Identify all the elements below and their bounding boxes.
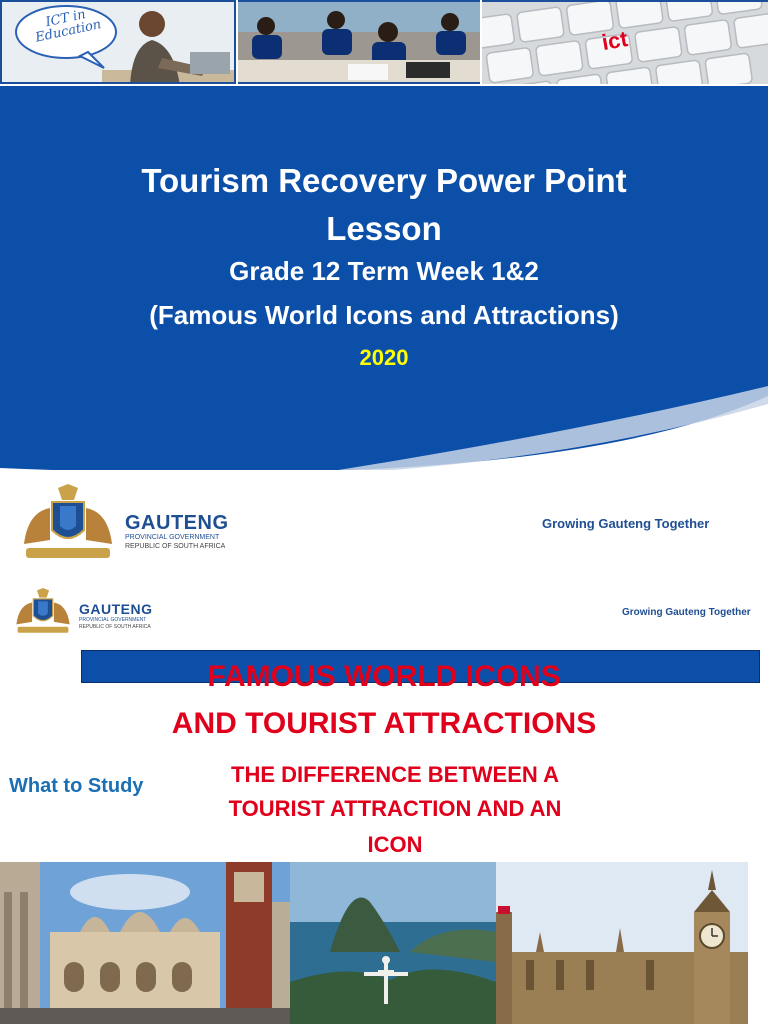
big-ben-parliament-illustration [496,862,748,1024]
growing-gauteng-tagline: Growing Gauteng Together [542,516,710,531]
gauteng-republic-small: REPUBLIC OF SOUTH AFRICA [79,624,151,630]
growing-gauteng-tagline-small: Growing Gauteng Together [622,607,751,618]
gauteng-republic: REPUBLIC OF SOUTH AFRICA [125,543,226,550]
keyboard-photo [482,0,768,84]
ict-speech-text: ICT in Education [34,7,103,46]
slide-subtitle-topic: (Famous World Icons and Attractions) [149,300,619,330]
gauteng-name: GAUTENG [125,512,229,534]
gauteng-name-small: GAUTENG [79,601,153,617]
classroom-students-illustration [238,2,480,84]
gauteng-provincial-government-small: PROVINCIAL GOVERNMENT [79,617,147,623]
rio-christ-the-redeemer-photo [290,862,496,1024]
london-big-ben-photo [496,862,748,1024]
ict-key-label: ict [599,25,630,56]
gauteng-coat-of-arms-logo [18,484,118,560]
st-marks-basilica-illustration [0,862,290,1024]
slide-heading: FAMOUS WORLD ICONS [207,660,561,693]
coat-of-arms-icon [18,484,118,560]
slide-title: Tourism Recovery Power Point [141,162,627,199]
slide-title-continued: Lesson [326,210,442,247]
slide-subtitle: Grade 12 Term Week 1&2 [229,256,539,286]
coat-of-arms-icon [8,588,78,634]
study-topic-end: ICON [367,832,423,857]
slide-year: 2020 [359,345,409,370]
study-topic-continued: TOURIST ATTRACTION AND AN [228,796,562,821]
what-to-study-label: What to Study [9,775,144,797]
ict-in-education-photo [0,0,236,84]
classroom-photo [238,0,480,84]
study-topic: THE DIFFERENCE BETWEEN A [231,762,559,787]
slide-heading-continued: AND TOURIST ATTRACTIONS [171,707,597,740]
header-banner [0,0,768,86]
gauteng-provincial-government: PROVINCIAL GOVERNMENT [125,534,220,541]
gauteng-coat-of-arms-logo-small [8,588,78,634]
christ-the-redeemer-illustration [290,862,496,1024]
venice-st-marks-photo [0,862,290,1024]
